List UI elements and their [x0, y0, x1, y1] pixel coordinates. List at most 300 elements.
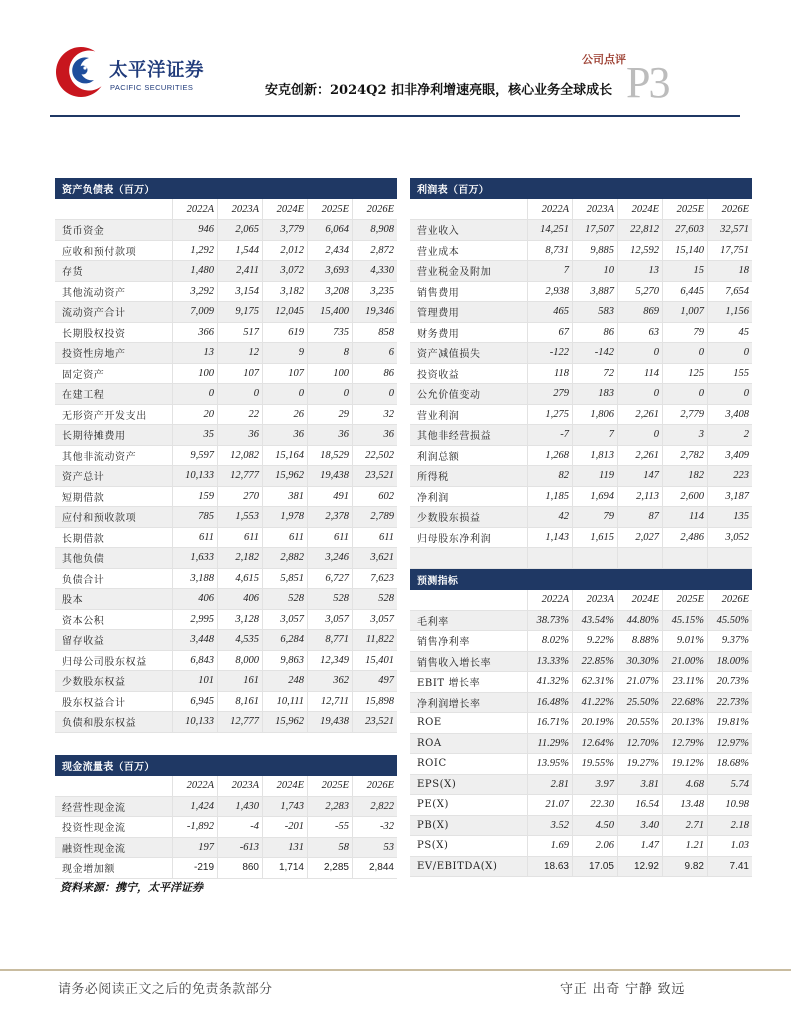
value-cell: 19,438 [307, 712, 352, 732]
value-cell: 5,851 [262, 569, 307, 589]
value-cell: 114 [617, 364, 662, 384]
value-cell: 18.63 [527, 857, 572, 877]
value-cell: 2,486 [662, 528, 707, 548]
cash-flow-table [55, 755, 397, 879]
value-cell: 2,434 [307, 241, 352, 261]
value-cell: 23,521 [352, 466, 397, 486]
value-cell: 20.73% [707, 672, 752, 692]
value-cell: 197 [172, 838, 217, 858]
value-cell: 3.81 [617, 775, 662, 795]
value-cell: 3,693 [307, 261, 352, 281]
row-label: 存货 [62, 267, 84, 279]
value-cell: 3 [662, 425, 707, 445]
value-cell: 0 [262, 384, 307, 404]
value-cell: 406 [217, 589, 262, 609]
table-header [410, 178, 752, 199]
year-header: 2026E [707, 199, 752, 219]
row-label: 公允价值变动 [417, 390, 481, 402]
value-cell: 19,346 [352, 302, 397, 322]
value-cell: 100 [307, 364, 352, 384]
value-cell: 362 [307, 671, 352, 691]
value-cell: -122 [527, 343, 572, 363]
row-label: 固定资产 [62, 369, 105, 381]
row-label: 资产减值损失 [417, 349, 481, 361]
value-cell: 1,185 [527, 487, 572, 507]
row-label: 长期股权投资 [62, 328, 126, 340]
value-cell: 1,430 [217, 797, 262, 817]
row-label: 股东权益合计 [62, 697, 126, 709]
header-cell [172, 755, 217, 776]
row-label: 资本公积 [62, 615, 105, 627]
value-cell: 223 [707, 466, 752, 486]
value-cell: 3,621 [352, 548, 397, 568]
value-cell: 619 [262, 323, 307, 343]
value-cell: 3.97 [572, 775, 617, 795]
table-title: 预测指标 [417, 575, 459, 587]
table-row [55, 425, 397, 446]
value-cell: 8.88% [617, 631, 662, 651]
row-label: 其他负债 [62, 554, 105, 566]
table-row [55, 405, 397, 426]
table-row [410, 302, 752, 323]
year-header: 2023A [217, 776, 262, 796]
data-source-note: 资料来源：携宁，太平洋证券 [60, 881, 203, 894]
row-label: PE(X) [417, 799, 449, 811]
value-cell: 8 [307, 343, 352, 363]
year-header: 2026E [352, 776, 397, 796]
value-cell: 13.48 [662, 795, 707, 815]
value-cell: 2,012 [262, 241, 307, 261]
row-label: EV/EBITDA(X) [417, 860, 498, 872]
value-cell: 7.41 [707, 857, 752, 877]
value-cell: 15,898 [352, 692, 397, 712]
table-row [55, 630, 397, 651]
table-row [55, 671, 397, 692]
value-cell: 22 [217, 405, 262, 425]
value-cell: -7 [527, 425, 572, 445]
value-cell: 1,268 [527, 446, 572, 466]
value-cell: 1,978 [262, 507, 307, 527]
header-cell [352, 178, 397, 199]
value-cell: 32,571 [707, 220, 752, 240]
value-cell: 12.97% [707, 734, 752, 754]
value-cell: 30.30% [617, 652, 662, 672]
value-cell: 155 [707, 364, 752, 384]
value-cell: 0 [617, 425, 662, 445]
table-row [55, 651, 397, 672]
value-cell: 1,633 [172, 548, 217, 568]
row-label: 管理费用 [417, 308, 460, 320]
value-cell: 23.11% [662, 672, 707, 692]
value-cell: 528 [307, 589, 352, 609]
table-row [410, 323, 752, 344]
year-header-label [410, 199, 527, 219]
table-row [55, 838, 397, 859]
value-cell: 10,133 [172, 712, 217, 732]
value-cell: 279 [527, 384, 572, 404]
table-row [55, 323, 397, 344]
value-cell: 1.47 [617, 836, 662, 856]
table-row [410, 611, 752, 632]
table-row [410, 384, 752, 405]
value-cell: 0 [707, 384, 752, 404]
table-row [410, 713, 752, 734]
value-cell: 6,284 [262, 630, 307, 650]
value-cell: 12 [217, 343, 262, 363]
row-label: 长期借款 [62, 533, 105, 545]
value-cell: -55 [307, 817, 352, 837]
value-cell: 3,779 [262, 220, 307, 240]
value-cell: 41.22% [572, 693, 617, 713]
year-header: 2022A [172, 776, 217, 796]
value-cell: 14,251 [527, 220, 572, 240]
value-cell: 3,448 [172, 630, 217, 650]
year-header: 2025E [307, 199, 352, 219]
value-cell: 1,143 [527, 528, 572, 548]
value-cell: 41.32% [527, 672, 572, 692]
value-cell: 20 [172, 405, 217, 425]
value-cell: -32 [352, 817, 397, 837]
row-label: ROIC [417, 758, 447, 770]
year-header: 2022A [172, 199, 217, 219]
table-row [55, 282, 397, 303]
value-cell: 19.55% [572, 754, 617, 774]
value-cell: 10,133 [172, 466, 217, 486]
value-cell: 19.27% [617, 754, 662, 774]
value-cell: 20.19% [572, 713, 617, 733]
table-row [55, 220, 397, 241]
value-cell: 9,175 [217, 302, 262, 322]
value-cell: 785 [172, 507, 217, 527]
value-cell: 22.30 [572, 795, 617, 815]
value-cell: 2,261 [617, 446, 662, 466]
value-cell: 248 [262, 671, 307, 691]
table-row [55, 712, 397, 733]
value-cell: 3,154 [217, 282, 262, 302]
value-cell: 36 [217, 425, 262, 445]
value-cell: 72 [572, 364, 617, 384]
row-label: 经营性现金流 [62, 802, 126, 814]
value-cell: 16.54 [617, 795, 662, 815]
value-cell: 2,938 [527, 282, 572, 302]
value-cell: 7 [572, 425, 617, 445]
value-cell: 12,777 [217, 712, 262, 732]
value-cell: 528 [262, 589, 307, 609]
year-header-row [55, 199, 397, 220]
row-label: 销售净利率 [417, 637, 470, 649]
value-cell: 0 [707, 343, 752, 363]
value-cell: 4.68 [662, 775, 707, 795]
value-cell: 118 [527, 364, 572, 384]
table-row [55, 589, 397, 610]
value-cell: 1,615 [572, 528, 617, 548]
value-cell: 1.69 [527, 836, 572, 856]
row-label: PS(X) [417, 840, 449, 852]
header-cell [217, 178, 262, 199]
value-cell: 114 [662, 507, 707, 527]
value-cell: 6,064 [307, 220, 352, 240]
table-row [55, 261, 397, 282]
table-title: 利润表（百万） [417, 185, 490, 196]
table-row [410, 734, 752, 755]
table-row [410, 364, 752, 385]
value-cell: 4,535 [217, 630, 262, 650]
value-cell: 18 [707, 261, 752, 281]
value-cell: 2,283 [307, 797, 352, 817]
value-cell: 2,285 [307, 858, 352, 878]
value-cell: 1,156 [707, 302, 752, 322]
row-label: 货币资金 [62, 226, 105, 238]
value-cell: 67 [527, 323, 572, 343]
value-cell: 2,789 [352, 507, 397, 527]
value-cell: 1,694 [572, 487, 617, 507]
row-label: 净利润 [417, 492, 449, 504]
value-cell: 8,731 [527, 241, 572, 261]
value-cell: 9.37% [707, 631, 752, 651]
header-cell [527, 178, 572, 199]
value-cell: 2,872 [352, 241, 397, 261]
row-label: 负债合计 [62, 574, 105, 586]
header-cell [307, 178, 352, 199]
table-row [410, 795, 752, 816]
income-statement-table [410, 178, 752, 569]
header-cell [617, 569, 662, 590]
table-header [55, 755, 397, 776]
value-cell: 611 [262, 528, 307, 548]
value-cell: 3,072 [262, 261, 307, 281]
year-header: 2023A [572, 199, 617, 219]
value-cell: 1,424 [172, 797, 217, 817]
value-cell: 101 [172, 671, 217, 691]
value-cell: 19,438 [307, 466, 352, 486]
value-cell: 19.12% [662, 754, 707, 774]
table-header [410, 569, 752, 590]
value-cell: 2.81 [527, 775, 572, 795]
value-cell: 12,711 [307, 692, 352, 712]
row-label: 营业收入 [417, 226, 460, 238]
value-cell: 107 [262, 364, 307, 384]
value-cell: 12,777 [217, 466, 262, 486]
value-cell: 23,521 [352, 712, 397, 732]
value-cell: 183 [572, 384, 617, 404]
value-cell: 5,270 [617, 282, 662, 302]
value-cell: 4,615 [217, 569, 262, 589]
value-cell: 45 [707, 323, 752, 343]
value-cell: 6,445 [662, 282, 707, 302]
value-cell: 18.00% [707, 652, 752, 672]
value-cell: 1,806 [572, 405, 617, 425]
value-cell: 8,161 [217, 692, 262, 712]
value-cell: 8.02% [527, 631, 572, 651]
row-label: 短期借款 [62, 492, 105, 504]
value-cell: 946 [172, 220, 217, 240]
table-header [55, 178, 397, 199]
header-divider [50, 115, 740, 117]
table-row [55, 446, 397, 467]
value-cell: 15,400 [307, 302, 352, 322]
value-cell: 0 [217, 384, 262, 404]
header-cell [572, 569, 617, 590]
row-label: 投资性房地产 [62, 349, 126, 361]
table-row [410, 693, 752, 714]
table-row [410, 261, 752, 282]
row-label: 负债和股东权益 [62, 718, 137, 730]
year-header: 2025E [662, 590, 707, 610]
value-cell: 3.40 [617, 816, 662, 836]
value-cell: 17,751 [707, 241, 752, 261]
value-cell: 611 [217, 528, 262, 548]
table-row [410, 241, 752, 262]
value-cell: 1,714 [262, 858, 307, 878]
table-row [55, 364, 397, 385]
value-cell: 270 [217, 487, 262, 507]
value-cell: 16.48% [527, 693, 572, 713]
table-title: 现金流量表（百万） [62, 761, 155, 773]
value-cell: 7,009 [172, 302, 217, 322]
value-cell: 79 [662, 323, 707, 343]
row-label: 其他流动资产 [62, 287, 126, 299]
year-header: 2022A [527, 590, 572, 610]
value-cell: 86 [572, 323, 617, 343]
value-cell: 3,887 [572, 282, 617, 302]
year-header-label [410, 590, 527, 610]
row-label: 投资性现金流 [62, 823, 126, 835]
value-cell: 63 [617, 323, 662, 343]
value-cell: 19.81% [707, 713, 752, 733]
value-cell: 3,052 [707, 528, 752, 548]
pacific-securities-logo-icon [54, 44, 108, 100]
year-header: 2025E [307, 776, 352, 796]
value-cell: 0 [662, 384, 707, 404]
value-cell: 366 [172, 323, 217, 343]
table-row [410, 343, 752, 364]
blank-cell [707, 548, 752, 568]
table-row [410, 446, 752, 467]
value-cell: 611 [172, 528, 217, 548]
year-header: 2026E [707, 590, 752, 610]
value-cell: 119 [572, 466, 617, 486]
value-cell: 18.68% [707, 754, 752, 774]
value-cell: 12.92 [617, 857, 662, 877]
value-cell: 17,507 [572, 220, 617, 240]
value-cell: 26 [262, 405, 307, 425]
blank-cell [572, 548, 617, 568]
value-cell: 6,843 [172, 651, 217, 671]
value-cell: 12.64% [572, 734, 617, 754]
value-cell: 21.07 [527, 795, 572, 815]
value-cell: 29 [307, 405, 352, 425]
row-label: 营业成本 [417, 246, 460, 258]
year-header: 2024E [262, 199, 307, 219]
table-title: 资产负债表（百万） [62, 185, 155, 196]
value-cell: 11.29% [527, 734, 572, 754]
row-label: 财务费用 [417, 328, 460, 340]
value-cell: 43.54% [572, 611, 617, 631]
value-cell: 3,292 [172, 282, 217, 302]
value-cell: 3,409 [707, 446, 752, 466]
value-cell: 3,246 [307, 548, 352, 568]
table-row [410, 775, 752, 796]
value-cell: 9,863 [262, 651, 307, 671]
value-cell: 79 [572, 507, 617, 527]
value-cell: 45.15% [662, 611, 707, 631]
value-cell: 20.55% [617, 713, 662, 733]
value-cell: 36 [307, 425, 352, 445]
value-cell: 860 [217, 858, 262, 878]
value-cell: 2,882 [262, 548, 307, 568]
blank-cell [527, 548, 572, 568]
value-cell: 5.74 [707, 775, 752, 795]
value-cell: 7 [527, 261, 572, 281]
value-cell: 22,812 [617, 220, 662, 240]
blank-cell [410, 548, 527, 568]
header-cell [352, 755, 397, 776]
row-label: 现金增加额 [62, 864, 115, 876]
value-cell: 0 [617, 343, 662, 363]
row-label: 融资性现金流 [62, 843, 126, 855]
table-row [410, 487, 752, 508]
page-number: P3 [626, 58, 669, 107]
value-cell: 161 [217, 671, 262, 691]
header-cell [217, 755, 262, 776]
year-header: 2022A [527, 199, 572, 219]
value-cell: 21.00% [662, 652, 707, 672]
value-cell: 7,654 [707, 282, 752, 302]
value-cell: 58 [307, 838, 352, 858]
value-cell: 12.70% [617, 734, 662, 754]
table-row [410, 816, 752, 837]
value-cell: 4,330 [352, 261, 397, 281]
value-cell: 21.07% [617, 672, 662, 692]
value-cell: 1,743 [262, 797, 307, 817]
value-cell: 406 [172, 589, 217, 609]
table-row [55, 343, 397, 364]
value-cell: 53 [352, 838, 397, 858]
value-cell: 10.98 [707, 795, 752, 815]
value-cell: 611 [307, 528, 352, 548]
table-row [410, 652, 752, 673]
row-label: EBIT 增长率 [417, 678, 481, 690]
value-cell: 2,600 [662, 487, 707, 507]
value-cell: 2 [707, 425, 752, 445]
year-header: 2023A [217, 199, 262, 219]
forecast-indicators-table [410, 569, 752, 878]
value-cell: 2.71 [662, 816, 707, 836]
footer-divider [0, 969, 791, 971]
value-cell: 18,529 [307, 446, 352, 466]
value-cell: 0 [617, 384, 662, 404]
value-cell: 182 [662, 466, 707, 486]
value-cell: 135 [707, 507, 752, 527]
value-cell: 2,779 [662, 405, 707, 425]
value-cell: 1,007 [662, 302, 707, 322]
row-label: 少数股东权益 [62, 677, 126, 689]
value-cell: 3,408 [707, 405, 752, 425]
year-header-label [55, 776, 172, 796]
value-cell: 38.73% [527, 611, 572, 631]
value-cell: 13.33% [527, 652, 572, 672]
value-cell: 3,057 [262, 610, 307, 630]
row-label: 长期待摊费用 [62, 431, 126, 443]
value-cell: 3,187 [707, 487, 752, 507]
year-header-row [55, 776, 397, 797]
header-cell [662, 569, 707, 590]
table-row [55, 302, 397, 323]
table-row [55, 569, 397, 590]
value-cell: 45.50% [707, 611, 752, 631]
value-cell: 602 [352, 487, 397, 507]
table-row [410, 507, 752, 528]
